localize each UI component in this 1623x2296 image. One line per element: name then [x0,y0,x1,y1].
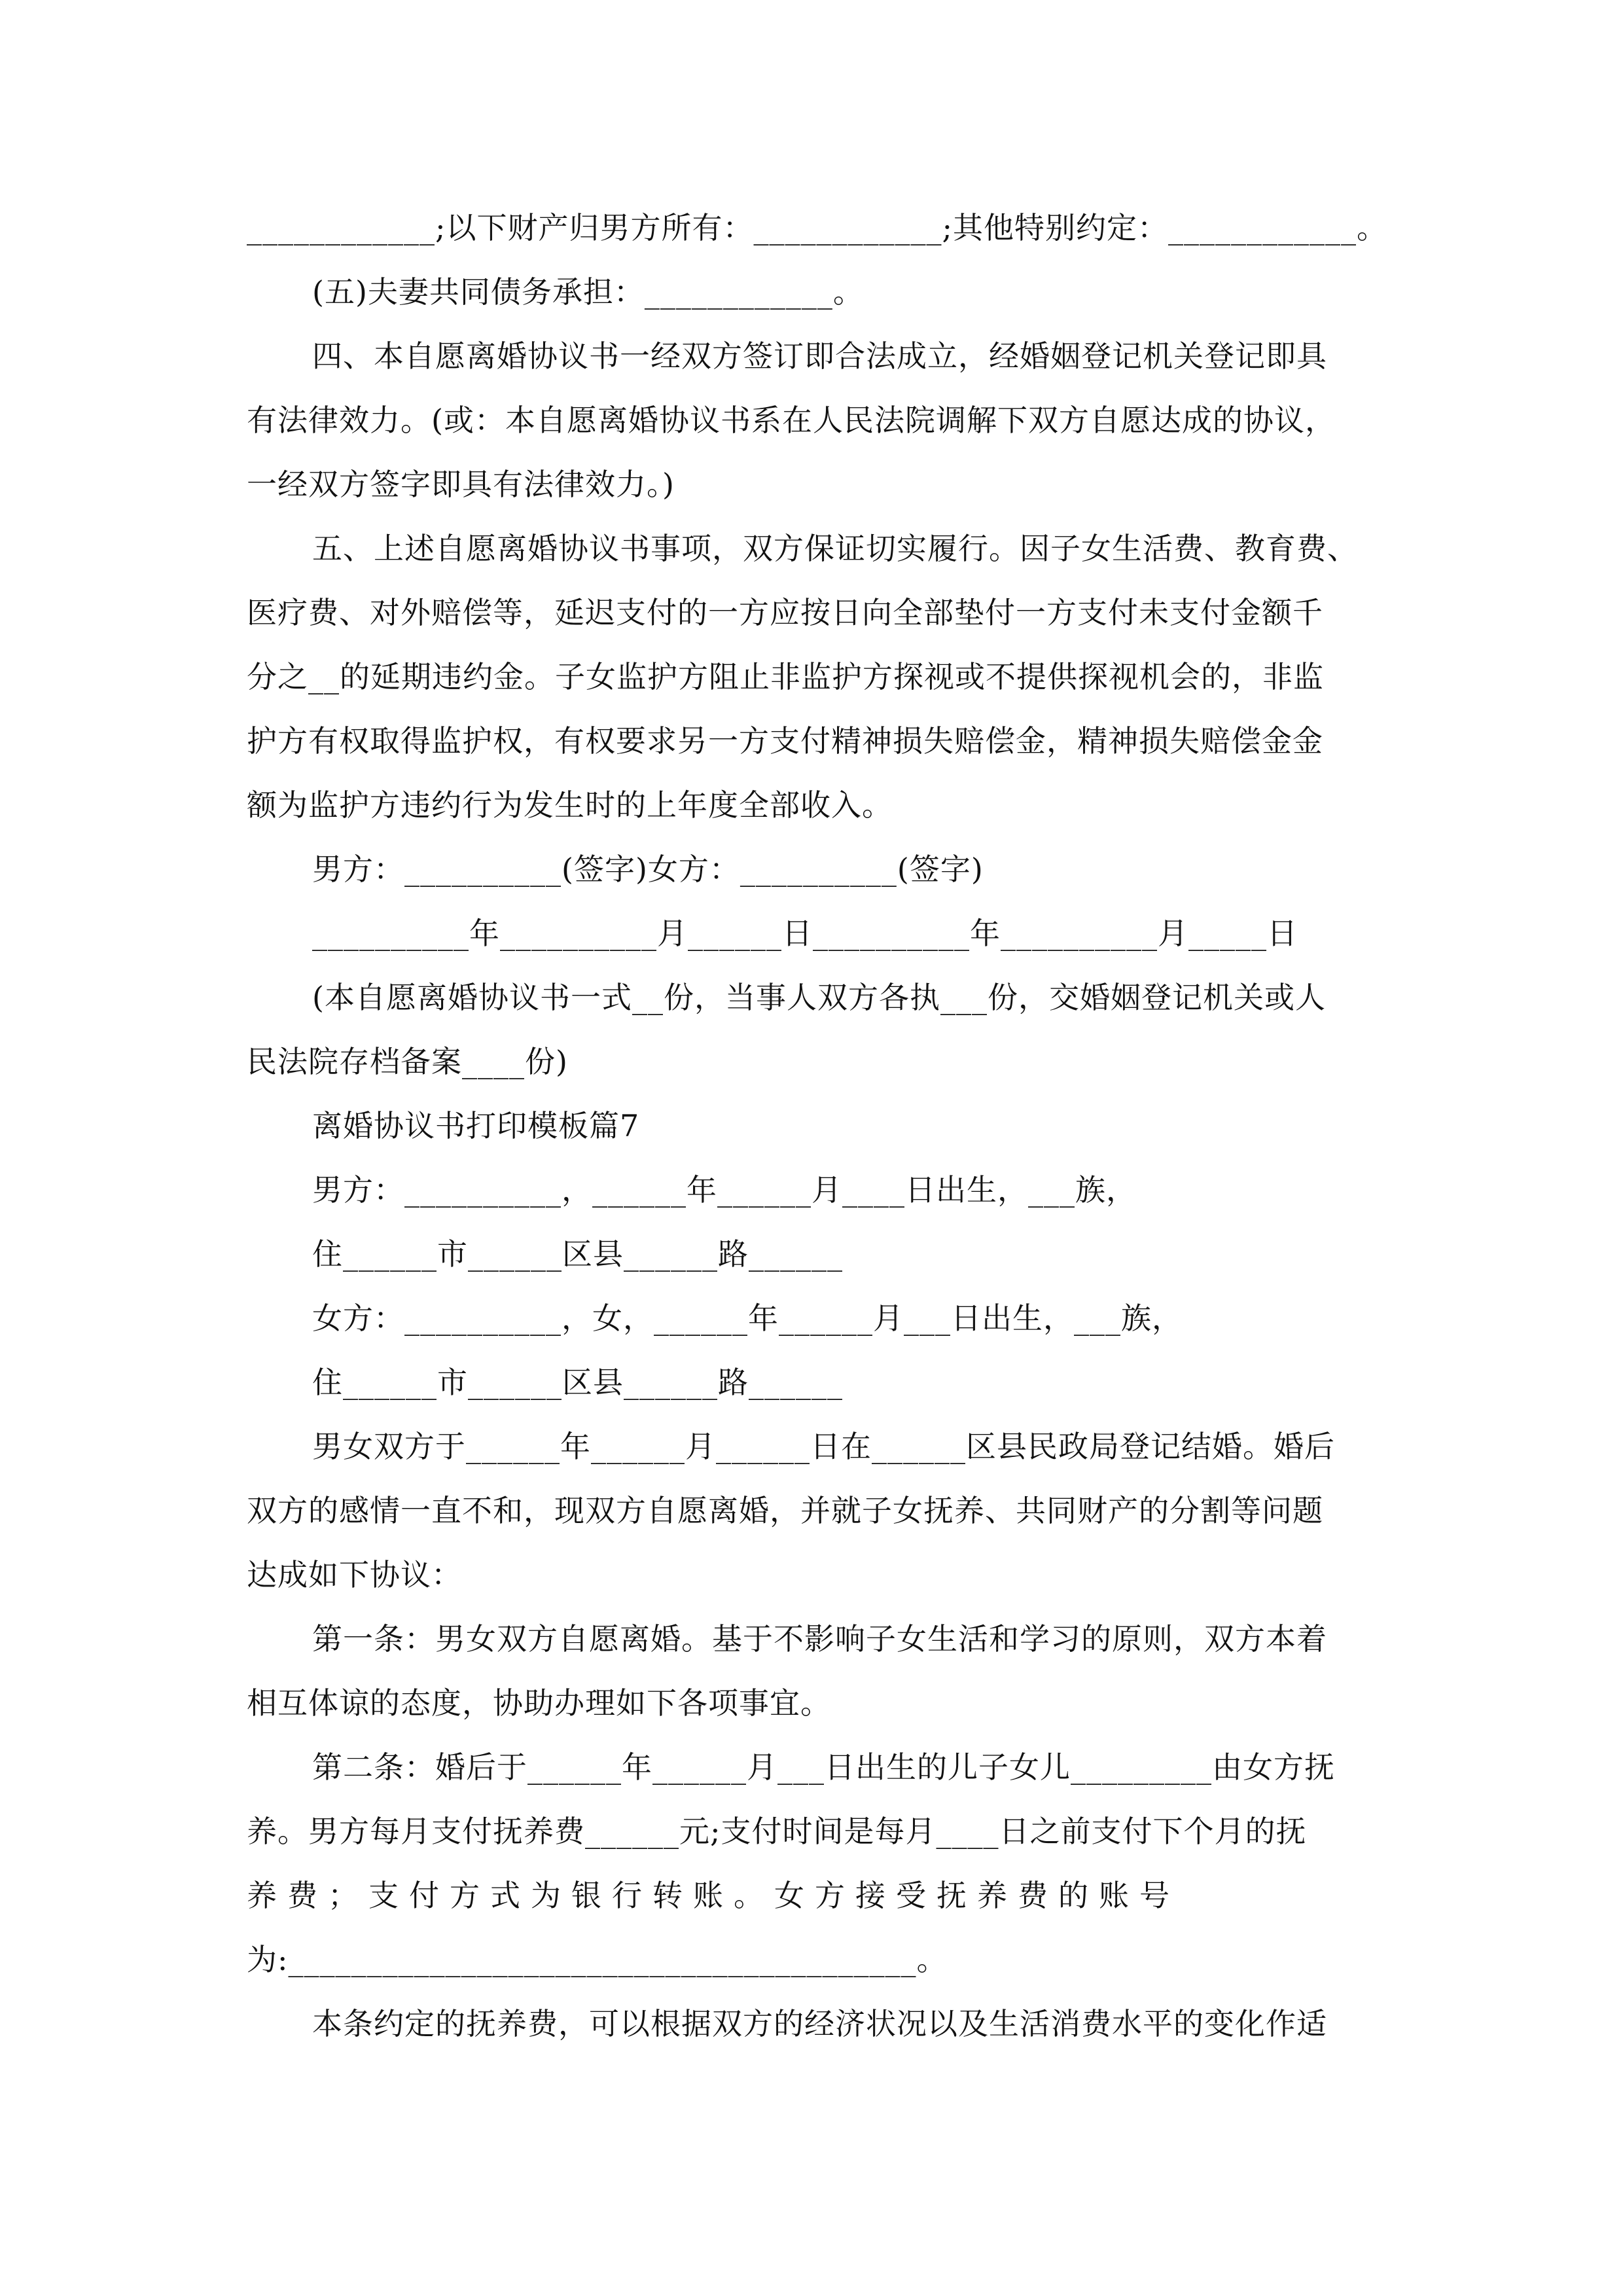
text-line: 相互体谅的态度，协助办理如下各项事宜。 [247,1685,831,1721]
text-line: 本条约定的抚养费，可以根据双方的经济状况以及生活消费水平的变化作适 [312,2006,1327,2041]
text-line: 一经双方签字即具有法律效力。) [247,467,675,502]
text-line: 双方的感情一直不和，现双方自愿离婚，并就子女抚养、共同财产的分割等问题 [247,1493,1323,1528]
text-line: 住______市______区县______路______ [312,1365,843,1400]
text-line: 五、上述自愿离婚协议书事项，双方保证切实履行。因子女生活费、教育费、 [312,531,1358,566]
text-line: 医疗费、对外赔偿等，延迟支付的一方应按日向全部垫付一方支付未支付金额千 [247,595,1323,630]
text-line: 四、本自愿离婚协议书一经双方签订即合法成立，经婚姻登记机关登记即具 [312,338,1327,374]
text-line: 养费；支付方式为银行转账。女方接受抚养费的账号 [247,1878,1180,1913]
text-line: 护方有权取得监护权，有权要求另一方支付精神损失赔偿金，精神损失赔偿金金 [247,723,1323,759]
signature-line: 男方：__________(签字)女方：__________(签字) [312,852,984,887]
text-line: 女方：__________，女，______年______月___日出生，___族， [312,1300,1183,1336]
date-line: __________年__________月______日__________年__________月_____日 [312,916,1298,951]
text-line: 第二条：婚后于______年______月___日出生的儿子女儿_________由女方抚 [312,1749,1335,1785]
text-line: 达成如下协议： [247,1557,462,1592]
section-title: 离婚协议书打印模板篇7 [312,1108,640,1143]
text-line: (五)夫妻共同债务承担：____________。 [312,274,864,310]
text-line: 为:________________________________________。 [247,1942,948,1977]
text-line: (本自愿离婚协议书一式__份，当事人双方各执___份，交婚姻登记机关或人 [312,980,1326,1015]
text-line: 养。男方每月支付抚养费______元;支付时间是每月____日之前支付下个月的抚 [247,1814,1307,1849]
text-line: 民法院存档备案____份) [247,1044,568,1079]
text-line: ____________;以下财产归男方所有：____________;其他特别约定：____________。 [247,210,1387,245]
text-line: 有法律效力。(或：本自愿离婚协议书系在人民法院调解下双方自愿达成的协议， [247,403,1336,438]
text-line: 第一条：男女双方自愿离婚。基于不影响子女生活和学习的原则，双方本着 [312,1621,1327,1657]
text-line: 分之__的延期违约金。子女监护方阻止非监护方探视或不提供探视机会的，非监 [247,659,1324,694]
text-line: 男方：__________，______年______月____日出生，___族， [312,1172,1137,1208]
text-line: 男女双方于______年______月______日在______区县民政局登记结婚。婚后 [312,1429,1335,1464]
text-line: 住______市______区县______路______ [312,1236,843,1272]
text-line: 额为监护方违约行为发生时的上年度全部收入。 [247,787,893,823]
